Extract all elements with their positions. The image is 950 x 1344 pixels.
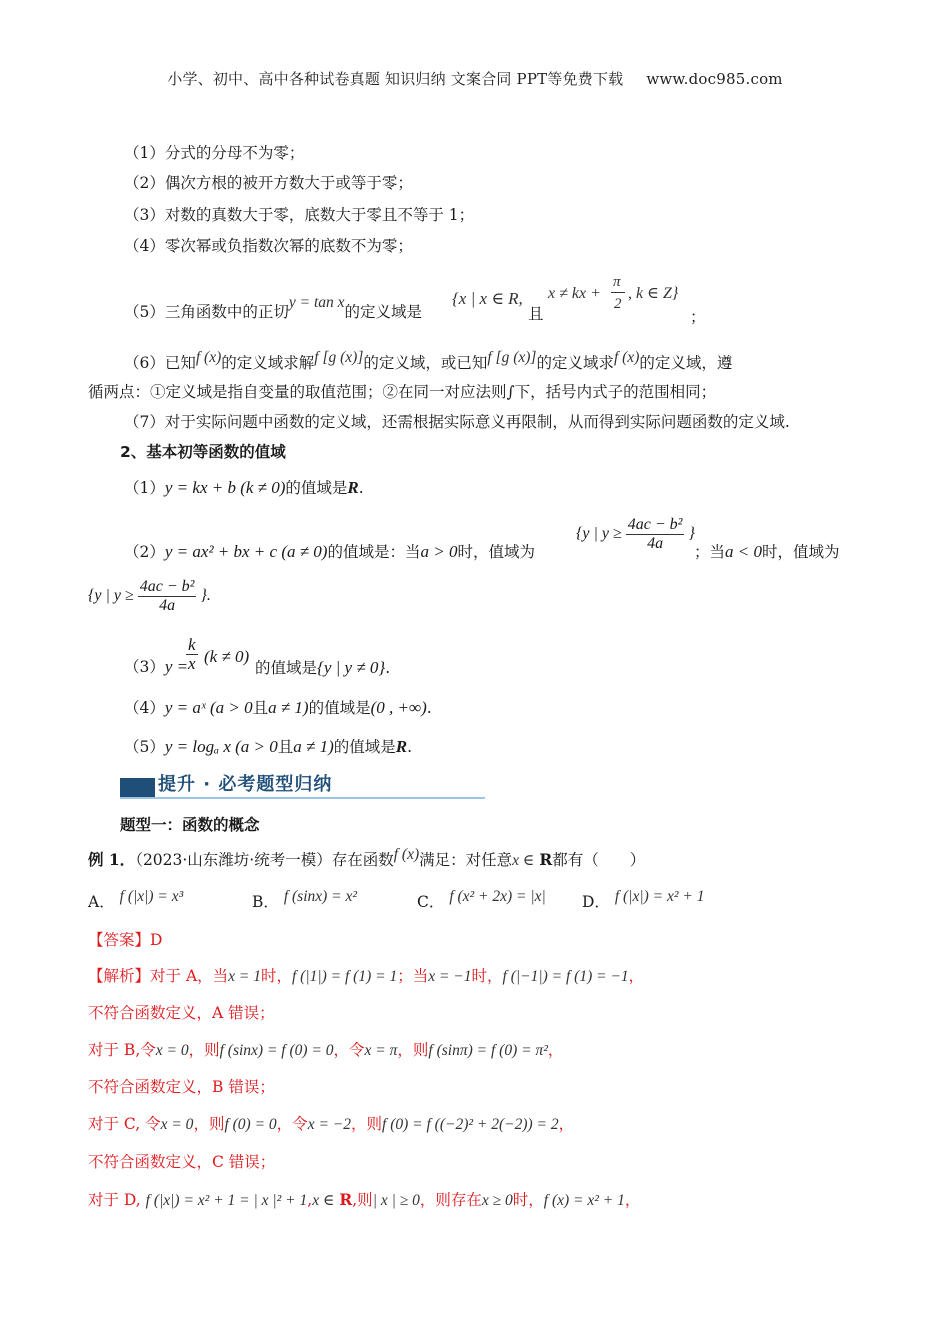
range-item-3-prefix: （3）: [124, 658, 165, 676]
analysis-c-text-e: ，: [558, 1115, 575, 1133]
analysis-c-m2: f (0) = 0: [224, 1116, 277, 1133]
rule-3: （3）对数的真数大于零，底数大于零且不等于 1；: [124, 206, 475, 224]
range-item-2-set-2: [88, 578, 211, 615]
range-item-5-R: R: [395, 737, 408, 756]
analysis-a-m2: f (|1|) = f (1) = 1: [292, 968, 398, 985]
example-fx: f (x): [393, 846, 420, 863]
analysis-a-m1: x = 1: [228, 968, 261, 985]
analysis-a-line-2: 不符合函数定义，A 错误；: [88, 1004, 275, 1022]
analysis-b-m3: x = π: [364, 1042, 398, 1059]
range-item-4-prefix: （4）: [124, 699, 165, 717]
analysis-c-m1: x = 0: [160, 1116, 194, 1133]
example-x-in: x ∈: [512, 852, 535, 869]
analysis-c-m3: x = −2: [307, 1116, 351, 1133]
set-2-denominator: 4a: [159, 597, 176, 614]
analysis-d-m3: | x | ≥ 0: [372, 1192, 420, 1209]
option-b-label: B．: [252, 893, 279, 911]
banner-label: 提升 · 必考题型归纳: [158, 774, 333, 795]
range-item-1-end: .: [358, 479, 364, 497]
analysis-d-text-d: ，则存在: [419, 1191, 482, 1209]
header-text: 小学、初中、高中各种试卷真题 知识归纳 文案合同 PPT等免费下载: [167, 70, 624, 88]
rule-6-line-2: 循两点：①定义域是指自变量的取值范围；②在同一对应法则∫下，括号内式子的范围相同；: [88, 383, 717, 401]
range-item-2-end: .: [206, 587, 211, 605]
range-item-1-function: y = kx + b (k ≠ 0): [164, 478, 286, 497]
option-c-label: C．: [417, 893, 445, 911]
rule-6-text-c: 的定义域，或已知: [363, 354, 488, 372]
range-item-3-end: .: [385, 659, 391, 677]
range-item-5-condition: a ≠ 1): [293, 737, 334, 756]
option-d-formula: f (|x|) = x² + 1: [614, 888, 705, 905]
header-url[interactable]: www.doc985.com: [646, 70, 783, 88]
rule-7: （7）对于实际问题中函数的定义域，还需根据实际意义再限制，从而得到实际问题函数的定义域.: [124, 413, 790, 431]
rule-6-fgx-2: f [g (x)]: [487, 349, 537, 366]
range-item-4-set: (0 , +∞): [370, 698, 427, 717]
banner-bar: [120, 778, 155, 798]
analysis-a-m3: x = −1: [428, 968, 472, 985]
rule-5-set-part-c: , k ∈ Z}: [628, 285, 679, 302]
analysis-b-line-2: 不符合函数定义，B 错误；: [88, 1078, 275, 1096]
option-a-formula: f (|x|) = x³: [119, 888, 184, 905]
range-item-2-cond-negative: a < 0: [725, 542, 762, 561]
range-item-3-cond: [204, 645, 249, 669]
example-label: 例 1．: [88, 850, 136, 869]
analysis-a-text-c: ；当: [397, 967, 429, 985]
example-1-stem: [88, 848, 645, 873]
analysis-c-text-c: ，令: [276, 1115, 308, 1133]
rule-5-and: 且: [528, 305, 544, 323]
range-item-3: [124, 655, 188, 679]
range-item-3-numerator: k: [188, 635, 196, 654]
range-item-3-set: {y | y ≠ 0}: [317, 658, 386, 677]
range-item-5-text: 的值域是: [333, 738, 396, 756]
range-item-2-prefix: （2）: [124, 543, 165, 561]
topic-title: 题型一：函数的概念: [120, 816, 260, 834]
set-2-fraction: [138, 578, 197, 615]
range-item-4: [124, 696, 432, 720]
range-item-3-tail: [255, 656, 390, 680]
analysis-a-text-b: 时，: [260, 967, 292, 985]
range-item-4-end: .: [426, 699, 432, 717]
analysis-d-R: R: [339, 1190, 353, 1209]
range-item-4-text: 的值域是: [308, 699, 371, 717]
range-item-3-fraction: [186, 636, 198, 673]
analysis-b-m4: f (sinπ) = f (0) = π²: [428, 1042, 548, 1059]
set-2-right: }: [200, 587, 207, 605]
rule-1: （1）分式的分母不为零；: [124, 144, 305, 162]
banner-rule: [120, 797, 485, 799]
analysis-d-text-c: ,则: [352, 1191, 373, 1209]
analysis-d-line-1: [88, 1188, 640, 1213]
analysis-d-m4: x ≥ 0: [481, 1192, 513, 1209]
range-item-2-line-1: [124, 540, 535, 564]
range-item-2-function: y = ax² + bx + c (a ≠ 0): [164, 542, 328, 561]
range-item-1: [124, 476, 364, 500]
analysis-a-line-1: [88, 964, 644, 989]
range-item-5-and: 且: [277, 738, 294, 756]
analysis-a-text-d: 时，: [471, 967, 503, 985]
range-item-2-text-b: 时，值域为: [457, 543, 535, 561]
analysis-c-m4: f (0) = f ((−2)² + 2(−2)) = 2: [382, 1116, 559, 1133]
analysis-d-text-e: 时，: [512, 1191, 544, 1209]
set-2-left: {y | y ≥: [88, 587, 134, 605]
answer-label: 【答案】D: [88, 931, 163, 949]
analysis-c-text-d: ，则: [351, 1115, 383, 1133]
option-a-label: A．: [88, 893, 115, 911]
rule-5: [124, 294, 423, 325]
range-item-5-function: y = logₐ x (a > 0: [164, 737, 278, 756]
analysis-c-line-2: 不符合函数定义，C 错误；: [88, 1153, 276, 1171]
range-item-1-R: R: [347, 478, 359, 497]
analysis-d-text-f: ，: [624, 1191, 641, 1209]
option-d[interactable]: [582, 890, 704, 915]
range-item-3-text: 的值域是: [255, 659, 318, 677]
rule-5-end: ；: [690, 308, 706, 326]
range-item-4-condition: a ≠ 1): [268, 698, 309, 717]
rule-6-line-1: [124, 351, 732, 376]
rule-2: （2）偶次方根的被开方数大于或等于零；: [124, 174, 413, 192]
rule-6-text-b: 的定义域求解: [221, 354, 315, 372]
example-text-a: （2023·山东潍坊·统考一模）存在函数: [135, 851, 394, 869]
rule-5-set-part-a: {x | x ∈ R,: [452, 289, 523, 308]
range-item-2-line-1-tail: [694, 540, 840, 564]
rule-6-fx-2: f (x): [613, 349, 640, 366]
analysis-b-line-1: [88, 1038, 563, 1063]
analysis-a-text-a: 对于 A，当: [150, 967, 229, 985]
range-item-5-end: .: [407, 738, 413, 756]
analysis-b-text-c: ，令: [333, 1041, 365, 1059]
range-item-3-denominator: x: [188, 654, 196, 673]
analysis-c-line-1: [88, 1112, 574, 1137]
rule-5-two: 2: [614, 296, 622, 312]
set-1-left: {y | y ≥: [576, 525, 622, 543]
analysis-b-text-e: ，: [547, 1041, 564, 1059]
option-a[interactable]: [88, 890, 183, 915]
option-c-formula: f (x² + 2x) = |x|: [449, 888, 546, 905]
set-2-numerator: 4ac − b²: [139, 578, 195, 595]
rule-5-set-part-b: x ≠ kx +: [548, 285, 601, 302]
range-item-2-text-a: 的值域是：当: [327, 543, 421, 561]
range-item-2-set-1: [576, 516, 695, 553]
range-item-3-frac: [186, 636, 198, 673]
section-title-range: 2、基本初等函数的值域: [120, 443, 286, 461]
analysis-b-m1: x = 0: [155, 1042, 189, 1059]
page-header: [0, 68, 950, 89]
analysis-d-m5: f (x) = x² + 1: [543, 1192, 625, 1209]
analysis-d-m1: f (|x|) = x² + 1 = | x |² + 1: [145, 1192, 308, 1209]
analysis-d-m2: x ∈: [312, 1192, 335, 1209]
range-item-4-function: y = aˣ (a > 0: [164, 698, 253, 717]
section-banner: [120, 768, 485, 800]
option-d-label: D．: [582, 893, 610, 911]
analysis-label: 【解析】: [88, 967, 151, 985]
set-1-right: }: [688, 525, 695, 543]
option-c[interactable]: [417, 890, 546, 915]
analysis-b-text-a: 对于 B,令: [88, 1041, 156, 1059]
example-text-b: 满足：对任意: [419, 851, 513, 869]
rule-5-mid: 的定义域是: [344, 303, 423, 321]
analysis-b-text-b: ，则: [188, 1041, 220, 1059]
rule-6-fgx: f [g (x)]: [314, 349, 364, 366]
rule-6-text-d: 的定义域求: [536, 354, 614, 372]
rule-5-prefix: （5）三角函数中的正切: [124, 303, 289, 321]
option-b-formula: f (sinx) = x²: [283, 888, 358, 905]
analysis-a-text-e: ，: [628, 967, 645, 985]
analysis-d-text-a: 对于 D,: [88, 1191, 141, 1209]
rule-6-text-e: 的定义域，遵: [639, 354, 733, 372]
rule-5-pi: π: [613, 274, 621, 290]
rule-4: （4）零次幂或负指数次幂的底数不为零；: [124, 237, 413, 255]
analysis-d-text-b: ,: [307, 1191, 313, 1209]
analysis-b-text-d: ，则: [397, 1041, 429, 1059]
option-b[interactable]: [252, 890, 357, 915]
range-item-2-cond-positive: a > 0: [420, 542, 458, 561]
range-item-1-prefix: （1）: [124, 479, 165, 497]
set-1-numerator: 4ac − b²: [627, 516, 683, 533]
range-item-2-text-c: ；当: [694, 543, 726, 561]
analysis-c-text-a: 对于 C, 令: [88, 1115, 161, 1133]
example-R: R: [539, 850, 553, 869]
analysis-c-text-b: ，则: [193, 1115, 225, 1133]
analysis-b-m2: f (sinx) = f (0) = 0: [219, 1042, 334, 1059]
rule-6-fx: f (x): [195, 349, 222, 366]
rule-5-function: y = tan x: [288, 294, 345, 311]
range-item-4-and: 且: [252, 699, 269, 717]
range-item-3-y: y =: [164, 657, 189, 676]
range-item-2-text-d: 时，值域为: [762, 543, 840, 561]
set-1-denominator: 4a: [647, 535, 664, 552]
set-1-fraction: [626, 516, 685, 553]
rule-6-text-a: （6）已知: [124, 354, 196, 372]
example-text-c: 都有（ ）: [552, 851, 646, 869]
range-item-3-condition: (k ≠ 0): [204, 647, 250, 666]
analysis-a-m4: f (|−1|) = f (1) = −1: [502, 968, 629, 985]
range-item-1-text: 的值域是: [285, 479, 348, 497]
range-item-5-prefix: （5）: [124, 738, 165, 756]
range-item-5: [124, 735, 412, 759]
